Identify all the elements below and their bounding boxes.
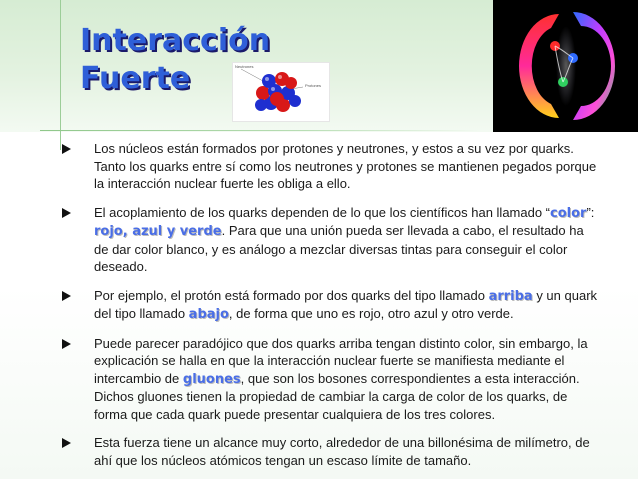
bullet-text: Por ejemplo, el protón está formado por dos quarks del tipo llamado	[94, 287, 489, 303]
bullet-item	[60, 140, 600, 193]
arrow-bullet-icon	[62, 339, 71, 349]
horizontal-rule	[40, 130, 480, 131]
vertical-rule	[60, 0, 61, 150]
bullet-item	[60, 287, 600, 324]
bullet-item	[60, 204, 600, 276]
highlight-colors: rojo, azul y verde	[94, 224, 222, 239]
highlight-color: color	[550, 205, 587, 221]
nucleus-illustration	[232, 62, 330, 122]
highlight-arriba: arriba	[488, 288, 533, 304]
arrow-bullet-icon	[62, 291, 71, 301]
bullet-item	[60, 335, 600, 424]
arrow-bullet-icon	[62, 438, 71, 448]
bullet-text: El acoplamiento de los quarks dependen de lo que los científicos han llamado “	[94, 204, 551, 220]
quark-sphere-image	[493, 0, 638, 132]
neutrons-label: Neutrones	[235, 64, 254, 69]
highlight-gluones: gluones	[182, 371, 241, 387]
bullet-item	[60, 434, 600, 469]
bullet-text: Los núcleos están formados por protones y neutrones, y estos a su vez por quarks. Tanto los quarks entre sí como los neutrones y protones se mantienen pegados porque la interacción nuclear fuerte les obliga a ello.	[94, 141, 597, 191]
bullet-text: ”:	[586, 204, 595, 220]
protons-label: Protones	[305, 83, 322, 88]
bullet-text: y un quark del tipo llamado	[94, 287, 598, 321]
bullet-text: Puede parecer paradójico que dos quarks arriba tengan distinto color, sin embargo, la explicación se halla en que la interacción nuclear fuerte se manifiesta mediante el intercambio de	[94, 335, 588, 386]
bullet-text: Esta fuerza tiene un alcance muy corto, alrededor de una billonésima de milímetro, de ahí que los núcleos atómicos tengan un escaso límite de tamaño.	[94, 435, 590, 468]
arrow-bullet-icon	[62, 208, 71, 218]
title-line-2: Fuerte	[80, 61, 191, 96]
nucleus-drawing	[233, 63, 329, 121]
bullet-text: . Para que una unión pueda ser llevada a cabo, el resultado ha de dar color blanco, y es análogo a mezclar diversas tintas para conseguir el color deseado.	[94, 223, 584, 274]
bullet-list	[60, 140, 600, 479]
bullet-text: , de forma que uno es rojo, otro azul y otro verde.	[228, 306, 514, 321]
quark-sphere-drawing	[493, 0, 638, 132]
arrow-bullet-icon	[62, 144, 71, 154]
bullet-text: , que son los bosones correspondientes a esta interacción. Dichos gluones tienen la propiedad de cambiar la carga de color de los quarks, de forma que cada quark puede presentar cualquiera de los tres colores.	[94, 370, 580, 422]
highlight-abajo: abajo	[188, 307, 229, 322]
title-line-1: Interacción	[80, 23, 271, 58]
